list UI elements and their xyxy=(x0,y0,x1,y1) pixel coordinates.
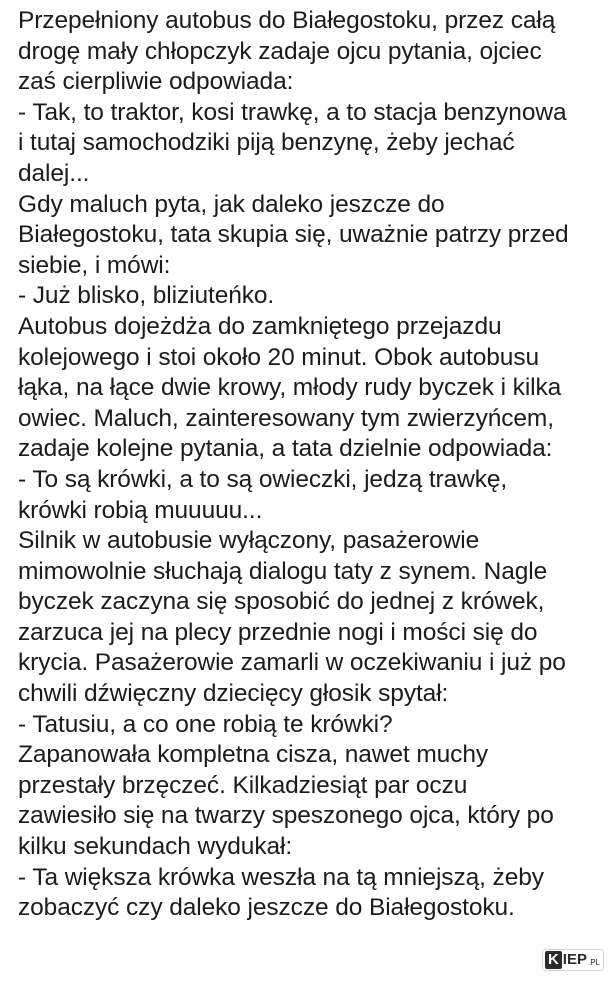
story-line: Autobus dojeżdża do zamkniętego przejazdu xyxy=(18,312,502,340)
story-line: dalej... xyxy=(18,159,90,187)
story-line: zobaczyć czy daleko jeszcze do Białegostoku. xyxy=(18,894,515,922)
story-line: zadaje kolejne pytania, a tata dzielnie odpowiada: xyxy=(18,435,553,463)
story-line: byczek zaczyna się sposobić do jednej z krówek, xyxy=(18,588,545,616)
story-line: - Tak, to traktor, kosi trawkę, a to stacja benzynowa xyxy=(18,98,567,126)
story-line: Białegostoku, tata skupia się, uważnie patrzy przed xyxy=(18,221,569,249)
story-line: kolejowego i stoi około 20 minut. Obok autobusu xyxy=(18,343,540,371)
story-text xyxy=(18,6,606,924)
story-line: Zapanowała kompletna cisza, nawet muchy xyxy=(18,741,489,769)
watermark-logo-box: K xyxy=(545,951,562,969)
story-line: i tutaj samochodziki piją benzynę, żeby jechać xyxy=(18,129,515,157)
story-line: Gdy maluch pyta, jak daleko jeszcze do xyxy=(18,190,445,218)
story-line: Silnik w autobusie wyłączony, pasażerowie xyxy=(18,527,480,555)
story-line: mimowolnie słuchają dialogu taty z synem. Nagle xyxy=(18,557,548,585)
watermark-logo-suffix: .PL xyxy=(587,958,600,967)
story-line: - To są krówki, a to są owieczki, jedzą trawkę, xyxy=(18,465,508,493)
story-line: siebie, i mówi: xyxy=(18,251,171,279)
story-line: Przepełniony autobus do Białegostoku, przez całą xyxy=(18,7,556,34)
story-line: chwili dźwięczny dziecięcy głosik spytał: xyxy=(18,680,449,708)
story-line: owiec. Maluch, zainteresowany tym zwierzyńcem, xyxy=(18,404,554,432)
story-line: kilku sekundach wydukał: xyxy=(18,833,293,861)
story-line: łąka, na łące dwie krowy, młody rudy byczek i kilka xyxy=(18,374,562,402)
story-line: krycia. Pasażerowie zamarli w oczekiwaniu i już po xyxy=(18,649,566,677)
watermark-logo-text: IEP xyxy=(562,951,587,968)
kiep-watermark-logo xyxy=(542,949,604,971)
story-line: - Ta większa krówka weszła na tą mniejszą, żeby xyxy=(18,863,544,891)
story-line: krówki robią muuuuu... xyxy=(18,496,263,524)
story-line: zaś cierpliwie odpowiada: xyxy=(18,68,294,96)
story-line: przestały brzęczeć. Kilkadziesiąt par oczu xyxy=(18,771,468,799)
story-line: zawiesiło się na twarzy speszonego ojca, który po xyxy=(18,802,554,830)
story-line: drogę mały chłopczyk zadaje ojcu pytania, ojciec xyxy=(18,37,542,65)
story-line: - Tatusiu, a co one robią te krówki? xyxy=(18,710,393,738)
story-line: zarzuca jej na plecy przednie nogi i mości się do xyxy=(18,618,538,646)
story-line: - Już blisko, bliziuteńko. xyxy=(18,282,275,310)
